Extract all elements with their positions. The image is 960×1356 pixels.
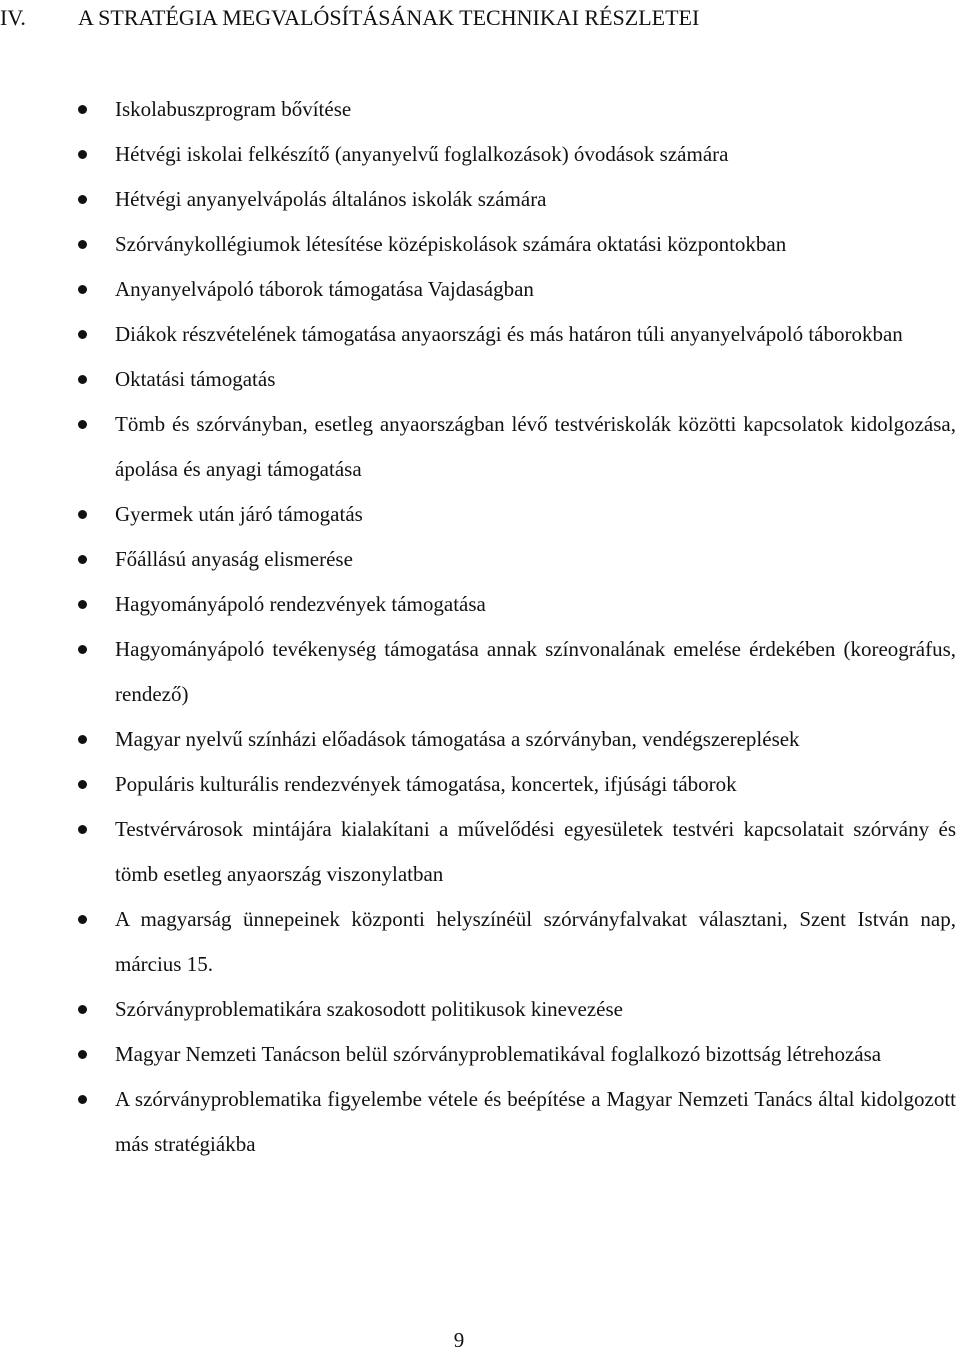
section-heading xyxy=(0,4,900,32)
list-item xyxy=(0,627,956,717)
bullet-icon xyxy=(78,330,87,339)
list-item-text: Tömb és szórványban, esetleg anyaországban lévő testvériskolák közötti kapcsolatok kidolgozása, ápolása és anyagi támogatása xyxy=(115,412,956,481)
bullet-icon xyxy=(78,195,87,204)
list-item xyxy=(0,807,956,897)
list-item xyxy=(0,87,956,132)
list-item-text: Diákok részvételének támogatása anyaországi és más határon túli anyanyelvápoló táborokban xyxy=(115,322,903,346)
bullet-icon xyxy=(78,285,87,294)
bullet-icon xyxy=(78,600,87,609)
list-item-text: A magyarság ünnepeinek központi helyszínéül szórványfalvakat választani, Szent István nap, március 15. xyxy=(115,907,956,976)
bullet-icon xyxy=(78,510,87,519)
list-item xyxy=(0,267,956,312)
bullet-icon xyxy=(78,240,87,249)
bullet-icon xyxy=(78,780,87,789)
section-title: A STRATÉGIA MEGVALÓSÍTÁSÁNAK TECHNIKAI RÉSZLETEI xyxy=(78,5,700,30)
list-item-text: Magyar nyelvű színházi előadások támogatása a szórványban, vendégszereplések xyxy=(115,727,800,751)
section-number: IV. xyxy=(0,5,26,30)
list-item xyxy=(0,717,956,762)
bullet-icon xyxy=(78,105,87,114)
list-item-text: Populáris kulturális rendezvények támogatása, koncertek, ifjúsági táborok xyxy=(115,772,737,796)
bullet-icon xyxy=(78,1095,87,1104)
list-item-text: Szórványproblematikára szakosodott politikusok kinevezése xyxy=(115,997,623,1021)
bullet-icon xyxy=(78,420,87,429)
list-item xyxy=(0,897,956,987)
bullet-icon xyxy=(78,915,87,924)
list-item-text: Hétvégi anyanyelvápolás általános iskolák számára xyxy=(115,187,547,211)
list-item-text: Oktatási támogatás xyxy=(115,367,276,391)
list-item xyxy=(0,222,956,267)
bullet-icon xyxy=(78,375,87,384)
list-item-text: Hagyományápoló rendezvények támogatása xyxy=(115,592,486,616)
list-item-text: A szórványproblematika figyelembe vétele és beépítése a Magyar Nemzeti Tanács által kidolgozott más stratégiákba xyxy=(115,1087,956,1156)
bullet-icon xyxy=(78,825,87,834)
bullet-icon xyxy=(78,1050,87,1059)
list-item xyxy=(0,582,956,627)
list-item-text: Testvérvárosok mintájára kialakítani a művelődési egyesületek testvéri kapcsolatait szórvány és tömb esetleg anyaország viszonylatban xyxy=(115,817,956,886)
bullet-icon xyxy=(78,645,87,654)
list-item xyxy=(0,402,956,492)
list-item-text: Iskolabuszprogram bővítése xyxy=(115,97,352,121)
list-item xyxy=(0,177,956,222)
bullet-icon xyxy=(78,150,87,159)
list-item xyxy=(0,312,956,357)
bullet-icon xyxy=(78,555,87,564)
bullet-icon xyxy=(78,735,87,744)
list-item-text: Magyar Nemzeti Tanácson belül szórványproblematikával foglalkozó bizottság létrehozása xyxy=(115,1042,882,1066)
list-item-text: Főállású anyaság elismerése xyxy=(115,547,353,571)
page-number: 9 xyxy=(453,1328,465,1352)
list-item xyxy=(0,987,956,1032)
list-item-text: Hagyományápoló tevékenység támogatása annak színvonalának emelése érdekében (koreográfus, rendező) xyxy=(115,637,956,706)
bullet-list xyxy=(0,87,956,1167)
list-item-text: Anyanyelvápoló táborok támogatása Vajdaságban xyxy=(115,277,534,301)
list-item-text: Gyermek után járó támogatás xyxy=(115,502,363,526)
list-item xyxy=(0,132,956,177)
list-item-text: Szórványkollégiumok létesítése középiskolások számára oktatási központokban xyxy=(115,232,787,256)
list-item-text: Hétvégi iskolai felkészítő (anyanyelvű foglalkozások) óvodások számára xyxy=(115,142,729,166)
list-item xyxy=(0,492,956,537)
list-item xyxy=(0,357,956,402)
list-item xyxy=(0,762,956,807)
list-item xyxy=(0,537,956,582)
list-item xyxy=(0,1032,956,1077)
list-item xyxy=(0,1077,956,1167)
bullet-icon xyxy=(78,1005,87,1014)
